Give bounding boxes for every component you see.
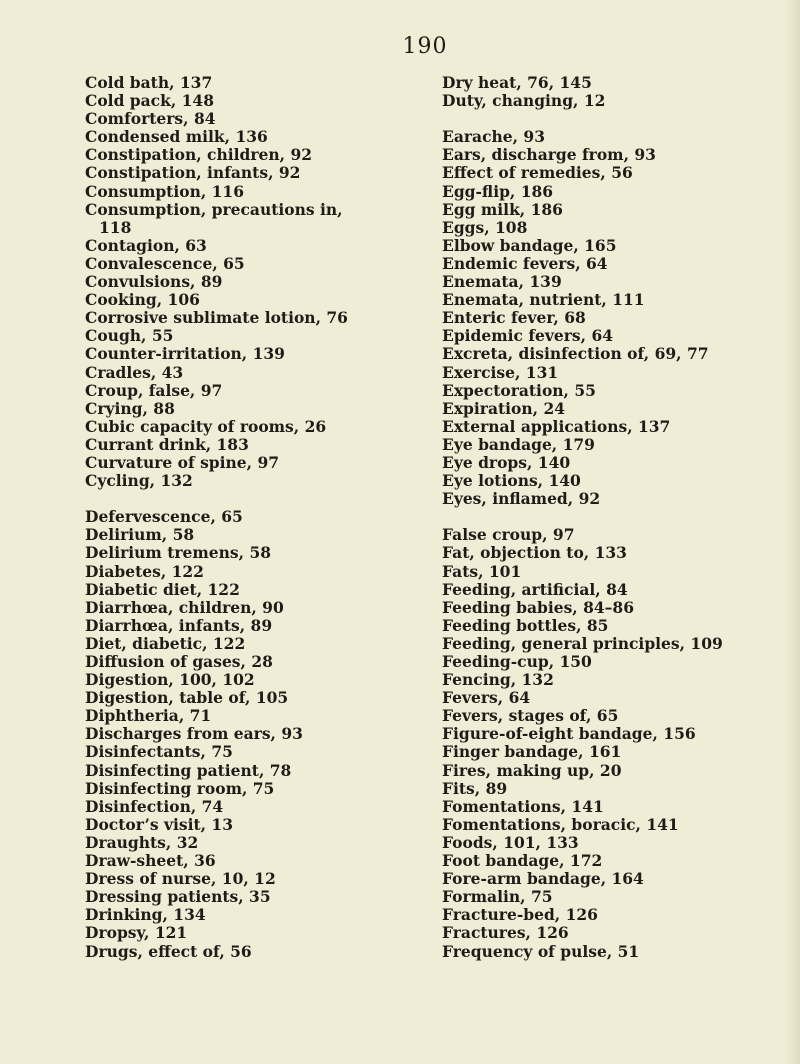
index-entry-text: Figure-of-eight bandage, 156 [442,724,696,744]
index-entry-text: Cough, 55 [85,326,174,346]
index-entry [85,146,421,164]
index-entry [442,327,790,345]
index-entry [85,309,421,327]
index-entry-text: Fencing, 132 [442,670,554,690]
section-gap [442,508,790,526]
index-entry-text: Fevers, stages of, 65 [442,706,619,726]
index-entry-text: Diarrhœa, infants, 89 [85,615,273,635]
index-entry-text: Egg milk, 186 [442,199,563,219]
index-entry-text: Crying, 88 [85,398,175,418]
index-entry [85,472,421,490]
index-entry [85,762,421,780]
index-entry-text: Disinfection, 74 [85,796,224,816]
index-entry [85,255,421,273]
index-entry [85,508,421,526]
index-entry [85,852,421,870]
index-entry [442,852,790,870]
index-entry-text: Digestion, 100, 102 [85,670,255,690]
index-entry-text: Egg-flip, 186 [442,181,554,201]
index-entry [85,834,421,852]
index-entry [85,816,421,834]
index-entry [442,92,790,110]
index-entry-text: Disinfectants, 75 [85,742,233,762]
index-entry-text: Comforters, 84 [85,109,216,129]
index-entry-text: Currant drink, 183 [85,434,249,454]
index-entry-text: Corrosive sublimate lotion, 76 [85,308,348,328]
index-entry-text: Foot bandage, 172 [442,851,603,871]
index-entry-text: Feeding babies, 84–86 [442,597,634,617]
index-entry-text: Diarrhœa, children, 90 [85,597,284,617]
index-entry [442,382,790,400]
index-entry-text: Eyes, inflamed, 92 [442,489,601,509]
index-entry-text: Diet, diabetic, 122 [85,633,246,653]
index-entry-continuation: 118 [99,217,132,237]
index-entry-text: Croup, false, 97 [85,380,223,400]
index-entry [85,74,421,92]
index-entry-text: Feeding-cup, 150 [442,652,592,671]
index-entry-text: Defervescence, 65 [85,507,243,527]
index-entry-text: Fore-arm bandage, 164 [442,869,644,889]
section-gap [442,110,790,128]
index-entry [85,110,421,128]
index-entry-text: Dress of nurse, 10, 12 [85,869,276,889]
index-entry [442,418,790,436]
index-entry-text: Feeding, artificial, 84 [442,579,628,599]
index-entry [442,924,790,942]
page-edge-shadow [786,0,800,1064]
page-number: 190 [402,34,448,59]
index-entry [442,472,790,490]
index-entry-text: Epidemic fevers, 64 [442,326,614,346]
index-entry-text: Constipation, children, 92 [85,145,313,165]
index-entry [442,943,790,961]
index-entry-text: Consumption, 116 [85,181,244,201]
index-entry-text: Fat, objection to, 133 [442,543,627,563]
index-entry-text: Effect of remedies, 56 [442,163,633,183]
index-entry [85,906,421,924]
index-entry [442,345,790,363]
index-entry [85,671,421,689]
index-entry [442,526,790,544]
index-entry-text: Fats, 101 [442,561,522,581]
index-entry [85,128,421,146]
index-entry-text: Doctor’s visit, 13 [85,814,233,834]
index-entry [85,382,421,400]
index-entry [85,888,421,906]
index-entry [85,327,421,345]
index-entry-text: Fevers, 64 [442,688,531,708]
index-entry [85,725,421,743]
index-entry [85,164,421,182]
index-entry-text: Frequency of pulse, 51 [442,941,640,961]
index-entry-text: Delirium, 58 [85,525,195,545]
index-entry [85,653,421,671]
index-entry-text: Disinfecting patient, 78 [85,760,292,780]
index-entry-text: Convulsions, 89 [85,272,223,292]
index-entry-text: Constipation, infants, 92 [85,163,301,183]
index-entry [85,780,421,798]
index-entry [85,544,421,562]
index-entry [442,906,790,924]
index-entry-text: Fires, making up, 20 [442,760,622,780]
index-entry-text: Diphtheria, 71 [85,706,212,726]
index-entry [442,183,790,201]
index-entry-text: Disinfecting room, 75 [85,778,275,798]
index-entry [442,888,790,906]
index-entry [442,563,790,581]
index-entry-text: Cycling, 132 [85,471,193,491]
index-entry-text: Fomentations, boracic, 141 [442,814,679,834]
index-entry [442,599,790,617]
index-entry [442,544,790,562]
index-entry [85,273,421,291]
index-entry-text: Diffusion of gases, 28 [85,652,273,671]
index-entry [85,563,421,581]
index-entry-text: Fracture-bed, 126 [442,905,598,925]
index-entry [85,635,421,653]
index-entry [442,635,790,653]
index-entry-text: Finger bandage, 161 [442,742,622,762]
index-entry [442,400,790,418]
index-column-left [85,74,421,961]
index-entry [442,762,790,780]
index-entry-text: Draughts, 32 [85,832,199,852]
index-entry-text: External applications, 137 [442,416,671,436]
index-entry [442,689,790,707]
index-entry [442,364,790,382]
index-entry-text: Elbow bandage, 165 [442,235,617,255]
index-entry [85,400,421,418]
index-entry-text: Expiration, 24 [442,398,566,418]
index-entry-text: Dropsy, 121 [85,923,188,943]
index-entry-text: Feeding bottles, 85 [442,615,609,635]
index-entry [442,74,790,92]
section-gap [85,490,421,508]
index-entry-text: Fomentations, 141 [442,796,604,816]
index-entry-text: Enemata, 139 [442,272,562,292]
index-entry [85,743,421,761]
index-entry [442,743,790,761]
index-entry-text: Delirium tremens, 58 [85,543,272,563]
index-entry [442,671,790,689]
index-entry [442,454,790,472]
index-entry [442,273,790,291]
index-entry [442,309,790,327]
index-entry-text: Endemic fevers, 64 [442,253,608,273]
index-entry [85,526,421,544]
index-entry [442,581,790,599]
index-entry-text: Curvature of spine, 97 [85,452,280,472]
index-entry-text: Ears, discharge from, 93 [442,145,656,165]
index-column-right [442,74,790,961]
index-entry [85,454,421,472]
index-entry-text: Consumption, precautions in, [85,199,343,219]
index-entry-text: Earache, 93 [442,127,545,147]
index-entry [442,164,790,182]
index-entry [442,237,790,255]
index-entry-text: Drugs, effect of, 56 [85,941,252,961]
index-entry [442,798,790,816]
index-entry [442,201,790,219]
index-entry [85,201,421,237]
index-entry-text: Discharges from ears, 93 [85,724,303,744]
index-entry [442,653,790,671]
index-entry [85,689,421,707]
index-entry [85,943,421,961]
index-entry-text: Fractures, 126 [442,923,569,943]
index-entry [85,617,421,635]
index-entry [442,146,790,164]
index-entry-text: Eye drops, 140 [442,452,571,472]
index-entry [442,219,790,237]
index-entry [85,237,421,255]
index-entry-text: Dry heat, 76, 145 [442,73,592,92]
index-entry-text: Diabetes, 122 [85,561,204,581]
index-entry-text: Cubic capacity of rooms, 26 [85,416,327,436]
index-entry [85,436,421,454]
index-entry-text: Expectoration, 55 [442,380,596,400]
index-entry-text: Counter-irritation, 139 [85,344,285,364]
index-entry-text: Cooking, 106 [85,290,200,310]
index-entry-text: Diabetic diet, 122 [85,579,240,599]
index-entry-text: Excreta, disinfection of, 69, 77 [442,344,709,364]
index-entry [85,581,421,599]
index-entry [85,870,421,888]
index-entry-text: Cradles, 43 [85,362,184,382]
index-entry [85,707,421,725]
index-entry [442,255,790,273]
index-entry-text: Duty, changing, 12 [442,91,606,111]
index-entry-text: False croup, 97 [442,525,575,545]
index-entry [85,418,421,436]
index-entry [442,816,790,834]
index-entry [442,725,790,743]
index-entry [442,128,790,146]
index-entry-text: Cold bath, 137 [85,73,213,92]
index-entry-text: Draw-sheet, 36 [85,851,216,871]
index-entry-text: Eye bandage, 179 [442,434,595,454]
index-entry [85,92,421,110]
index-entry [442,707,790,725]
index-entry-text: Feeding, general principles, 109 [442,633,723,653]
index-entry-text: Eggs, 108 [442,217,528,237]
index-entry [85,924,421,942]
index-entry-text: Contagion, 63 [85,235,207,255]
index-entry-text: Eye lotions, 140 [442,471,581,491]
index-entry [85,798,421,816]
index-entry [442,490,790,508]
index-entry-text: Condensed milk, 136 [85,127,268,147]
index-entry [85,345,421,363]
index-entry-text: Drinking, 134 [85,905,206,925]
index-entry-text: Convalescence, 65 [85,253,245,273]
index-entry-text: Enteric fever, 68 [442,308,586,328]
index-entry [442,291,790,309]
index-entry [442,870,790,888]
index-entry [442,780,790,798]
index-entry [442,834,790,852]
index-entry [85,291,421,309]
index-entry [85,599,421,617]
index-entry-text: Formalin, 75 [442,887,553,907]
index-entry [85,183,421,201]
index-entry [85,364,421,382]
index-entry-text: Enemata, nutrient, 111 [442,290,645,310]
index-entry-text: Cold pack, 148 [85,91,215,111]
index-entry-text: Exercise, 131 [442,362,559,382]
index-entry-text: Dressing patients, 35 [85,887,271,907]
index-entry [442,436,790,454]
index-entry-text: Digestion, table of, 105 [85,688,289,708]
index-entry-text: Foods, 101, 133 [442,832,579,852]
index-entry-text: Fits, 89 [442,778,508,798]
index-entry [442,617,790,635]
